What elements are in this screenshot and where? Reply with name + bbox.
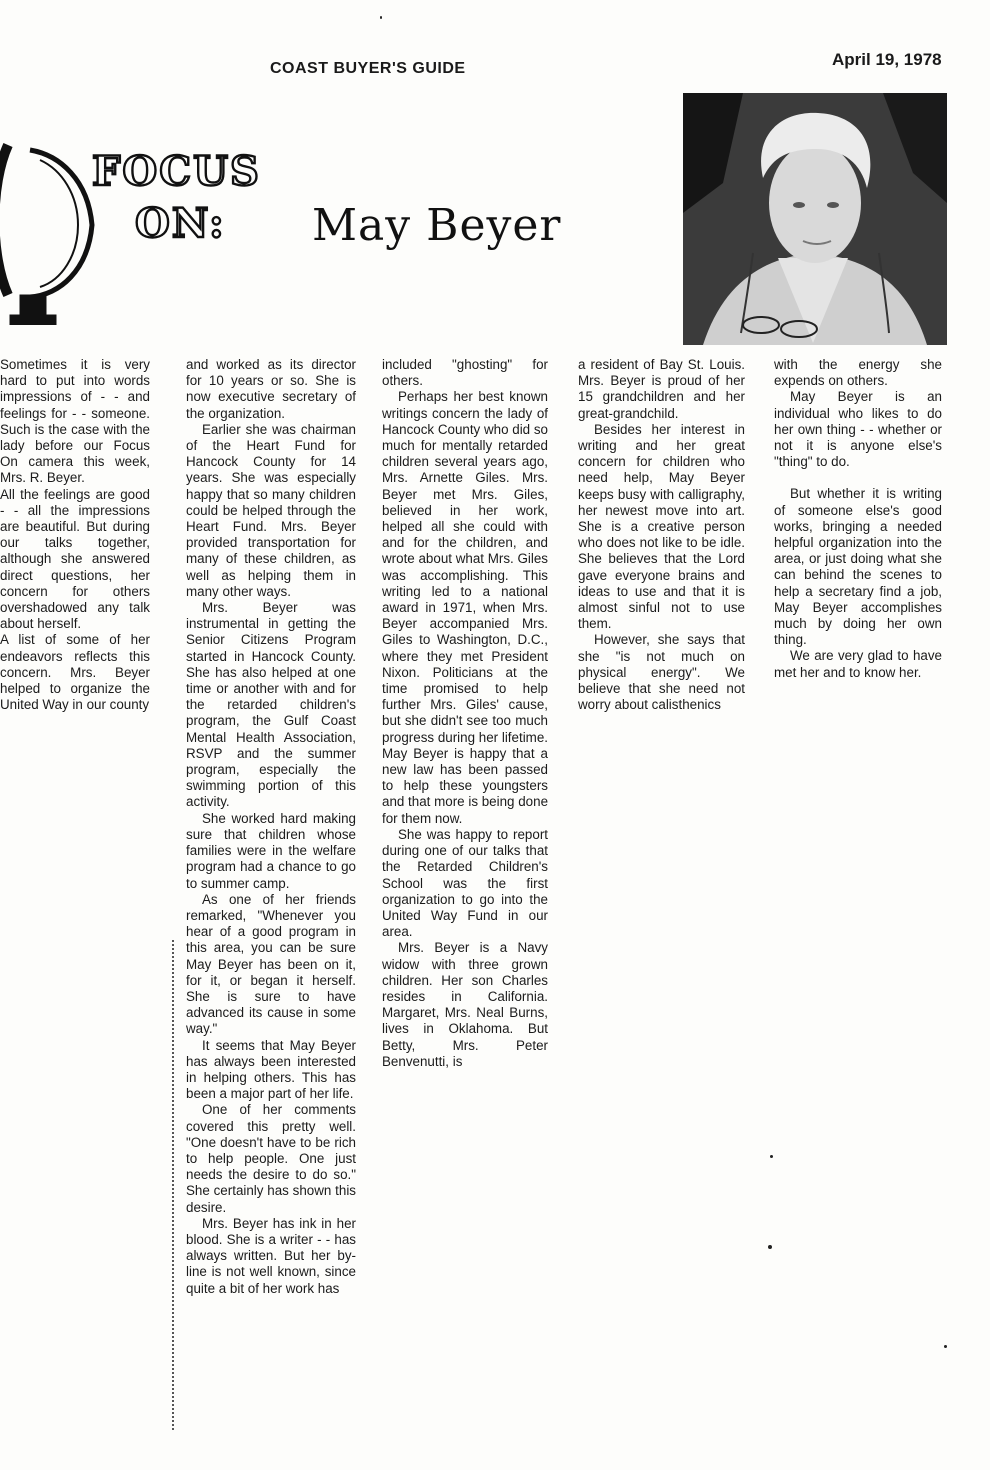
paragraph: One of her comments covered this pretty well. "One doesn't have to be rich to help people. One just needs the desire to do so." She certainly has shown this desire.: [186, 1102, 356, 1215]
paragraph: A list of some of her endeavors reflects this concern. Mrs. Beyer helped to organize the United Way in our county: [0, 632, 150, 713]
paragraph: All the feelings are good - - all the impressions are beautiful. But during our talks together, although she answered direct questions, her concern for others overshadowed any talk about herself.: [0, 486, 150, 632]
paragraph: Perhaps her best known writings concern the lady of Hancock County who did so much for mentally retarded children several years ago, Mrs. Arnette Giles. Mrs. Beyer met Mrs. Giles, believed in her work, helped all she could with and for the children, and wrote about what Mrs. Giles was accomplishing. This writing led to a national award in 1971, when Mrs. Beyer accompanied Mrs. Giles to Washington, D.C., where they met President Nixon. Politicians at the time promised to help further Mrs. Giles' cause, but she didn't see too much progress during her lifetime. May Beyer is happy that a new law has been passed to help these youngsters and that more is being done for them now.: [382, 389, 549, 826]
scan-speck: [380, 16, 382, 19]
paragraph: It seems that May Beyer has always been interested in helping others. This has been a major part of her life.: [186, 1037, 356, 1102]
article-column-3: [382, 357, 548, 1070]
publication-title: COAST BUYER'S GUIDE: [270, 60, 466, 77]
paragraph: Mrs. Beyer has ink in her blood. She is a writer - - has always written. But her by-line is not well known, since quite a bit of her work has: [186, 1215, 356, 1296]
article-column-1: [0, 357, 150, 713]
paragraph: May Beyer is an individual who likes to do her own thing - - whether or not it is anyone else's "thing" to do.: [774, 389, 942, 470]
portrait-photo: [683, 93, 947, 345]
paragraph: Besides her interest in writing and her great concern for children who need help, May Beyer keeps busy with calligraphy, her newest move into art. She is a creative person who does not like to be idle. She believes that the Lord gave everyone brains and ideas to use and that it is almost sinful not to use them.: [578, 421, 745, 632]
scan-speck: [944, 1345, 947, 1348]
spotlight-icon: [0, 145, 92, 325]
paragraph: Earlier she was chairman of the Heart Fund for Hancock County for 14 years. She was especially happy that so many children could be helped through the Heart Fund. Mrs. Beyer provided transportation for many of these children, as well as helping them in many other ways.: [186, 421, 356, 599]
paragraph: But whether it is writing of someone else's good works, bringing a needed helpful organization into the area, or just doing what she can behind the scenes to help a secretary find a job, May Beyer accomplishes much by doing her own thing.: [774, 486, 942, 648]
article-column-2: [186, 357, 356, 1297]
column-divider: [172, 940, 174, 1430]
paragraph: Mrs. Beyer is a Navy widow with three grown children. Her son Charles resides in California. Margaret, Mrs. Neal Burns, lives in Oklahoma. But Betty, Mrs. Peter Benvenutti, is: [382, 940, 548, 1069]
paragraph: and worked as its director for 10 years or so. She is now executive secretary of the organization.: [186, 357, 356, 421]
paragraph: Mrs. Beyer was instrumental in getting the Senior Citizens Program started in Hancock County. She has also helped at one time or another with and for the retarded children's program, the Gulf Coast Mental Health Association, RSVP and the summer program, especially the swimming portion of this activity.: [186, 600, 356, 810]
paragraph: She was happy to report during one of our talks that the Retarded Children's School was the first organization to go into the United Way Fund in our area.: [382, 826, 548, 940]
issue-date: April 19, 1978: [832, 50, 942, 69]
scan-speck: [768, 1245, 772, 1249]
logo-word-on: ON:: [135, 200, 226, 247]
paragraph: Sometimes it is very hard to put into words impressions of - - and feelings for - - someone. Such is the case with the lady before our Focus On camera this week, Mrs. R. Beyer.: [0, 357, 150, 486]
logo-word-focus: FOCUS: [92, 148, 261, 195]
paragraph: However, she says that she "is not much on physical energy". We believe that she need not worry about calisthenics: [578, 632, 745, 713]
paragraph: with the energy she expends on others.: [774, 357, 942, 389]
paragraph: She worked hard making sure that children whose families were in the welfare program had a chance to go to summer camp.: [186, 810, 356, 891]
scan-speck: [770, 1155, 773, 1158]
paragraph: included "ghosting" for others.: [382, 357, 548, 389]
feature-name: May Beyer: [312, 200, 562, 251]
focus-on-logo: [0, 125, 270, 325]
article-column-4: [578, 357, 745, 713]
paragraph: As one of her friends remarked, "Whenever you hear of a good program in this area, you can be sure May Beyer has been on it, for it, or began it herself. She is sure to have advanced its cause in some way.": [186, 891, 356, 1037]
paragraph: a resident of Bay St. Louis. Mrs. Beyer is proud of her 15 grandchildren and her great-grandchild.: [578, 357, 745, 421]
article-column-5: [774, 357, 942, 681]
paragraph: We are very glad to have met her and to know her.: [774, 648, 942, 680]
